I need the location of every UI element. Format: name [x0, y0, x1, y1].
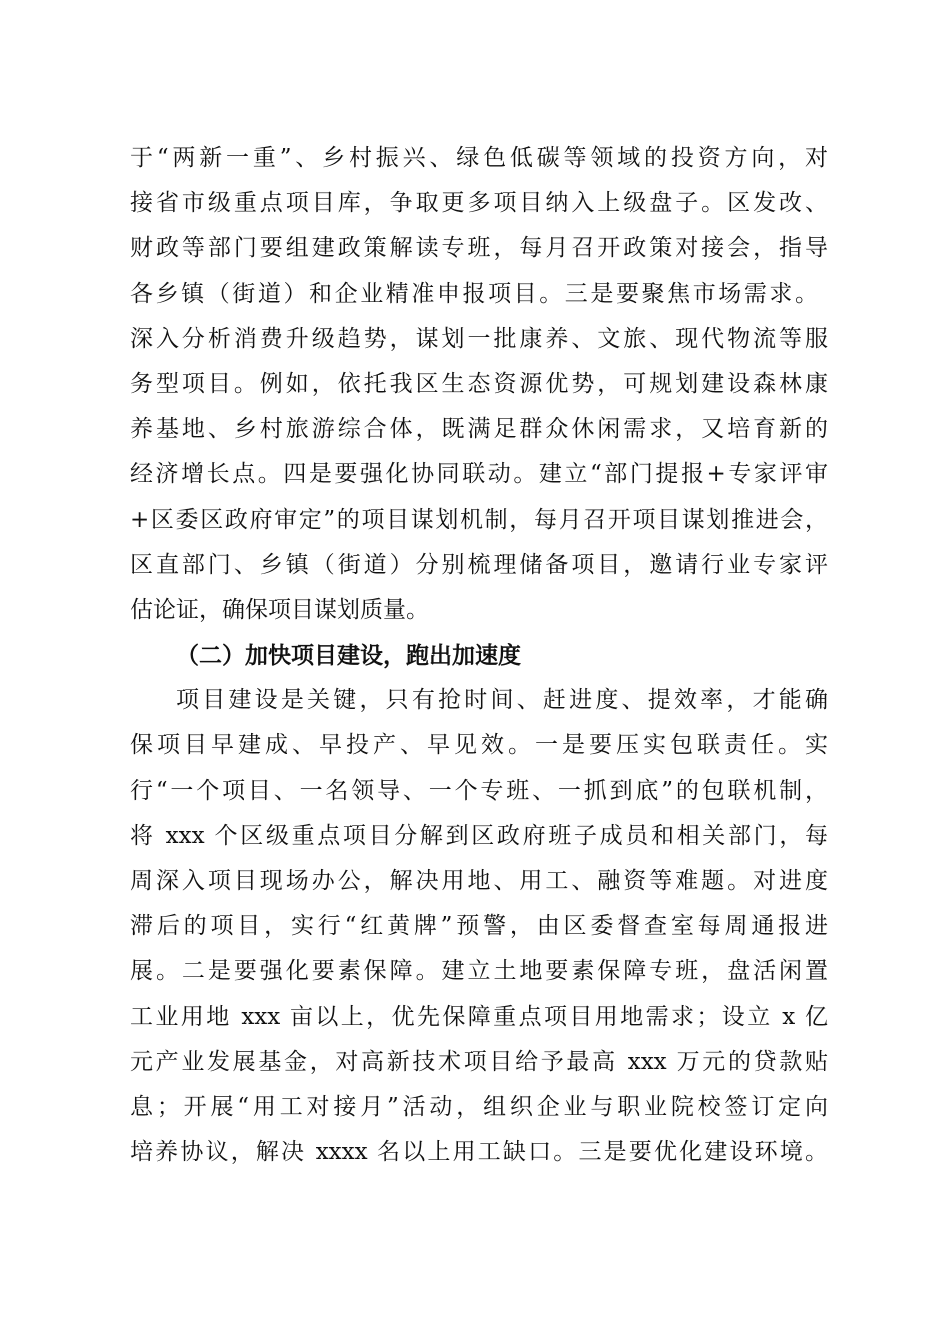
text-line: 各乡镇（街道）和企业精准申报项目。三是要聚焦市场需求。 — [130, 280, 818, 307]
text-line: 保项目早建成、早投产、早见效。一是要压实包联责任。实 — [130, 732, 828, 759]
text-line: +区委区政府审定”的项目谋划机制，每月召开项目谋划推进会， — [130, 506, 828, 533]
document-body — [130, 136, 830, 1175]
text-line: 将 xxx 个区级重点项目分解到区政府班子成员和相关部门，每 — [130, 822, 828, 849]
text-line: 滞后的项目，实行“红黄牌”预警，由区委督查室每周通报进 — [130, 913, 828, 940]
text-line: 息；开展“用工对接月”活动，组织企业与职业院校签订定向 — [130, 1093, 828, 1120]
text-line: 工业用地 xxx 亩以上，优先保障重点项目用地需求；设立 x 亿 — [130, 1003, 828, 1030]
text-line: 展。二是要强化要素保障。建立土地要素保障专班，盘活闲置 — [130, 958, 828, 985]
text-line: 估论证，确保项目谋划质量。 — [130, 596, 429, 623]
paragraph-1 — [130, 136, 830, 633]
text-line: 务型项目。例如，依托我区生态资源优势，可规划建设森林康 — [130, 370, 828, 397]
text-line: 接省市级重点项目库，争取更多项目纳入上级盘子。区发改、 — [130, 190, 828, 217]
paragraph-2 — [130, 678, 830, 1175]
text-line: 培养协议，解决 xxxx 名以上用工缺口。三是要优化建设环境。 — [130, 1139, 828, 1166]
text-line: 于“两新一重”、乡村振兴、绿色低碳等领域的投资方向，对 — [130, 145, 828, 171]
text-line: 项目建设是关键，只有抢时间、赶进度、提效率，才能确 — [176, 687, 828, 714]
section-heading — [130, 633, 830, 678]
text-line: 养基地、乡村旅游综合体，既满足群众休闲需求，又培育新的 — [130, 416, 828, 443]
text-line: 行“一个项目、一名领导、一个专班、一抓到底”的包联机制， — [130, 777, 828, 804]
text-line: 区直部门、乡镇（街道）分别梳理储备项目，邀请行业专家评 — [130, 551, 828, 578]
text-line: 周深入项目现场办公，解决用地、用工、融资等难题。对进度 — [130, 868, 828, 894]
text-line: 经济增长点。四是要强化协同联动。建立“部门提报+专家评审 — [130, 461, 828, 488]
text-line: 深入分析消费升级趋势，谋划一批康养、文旅、现代物流等服 — [130, 325, 828, 352]
text-line: 元产业发展基金，对高新技术项目给予最高 xxx 万元的贷款贴 — [130, 1048, 828, 1075]
section-heading-text: （二）加快项目建设，跑出加速度 — [176, 642, 521, 670]
text-line: 财政等部门要组建政策解读专班，每月召开政策对接会，指导 — [130, 235, 828, 262]
